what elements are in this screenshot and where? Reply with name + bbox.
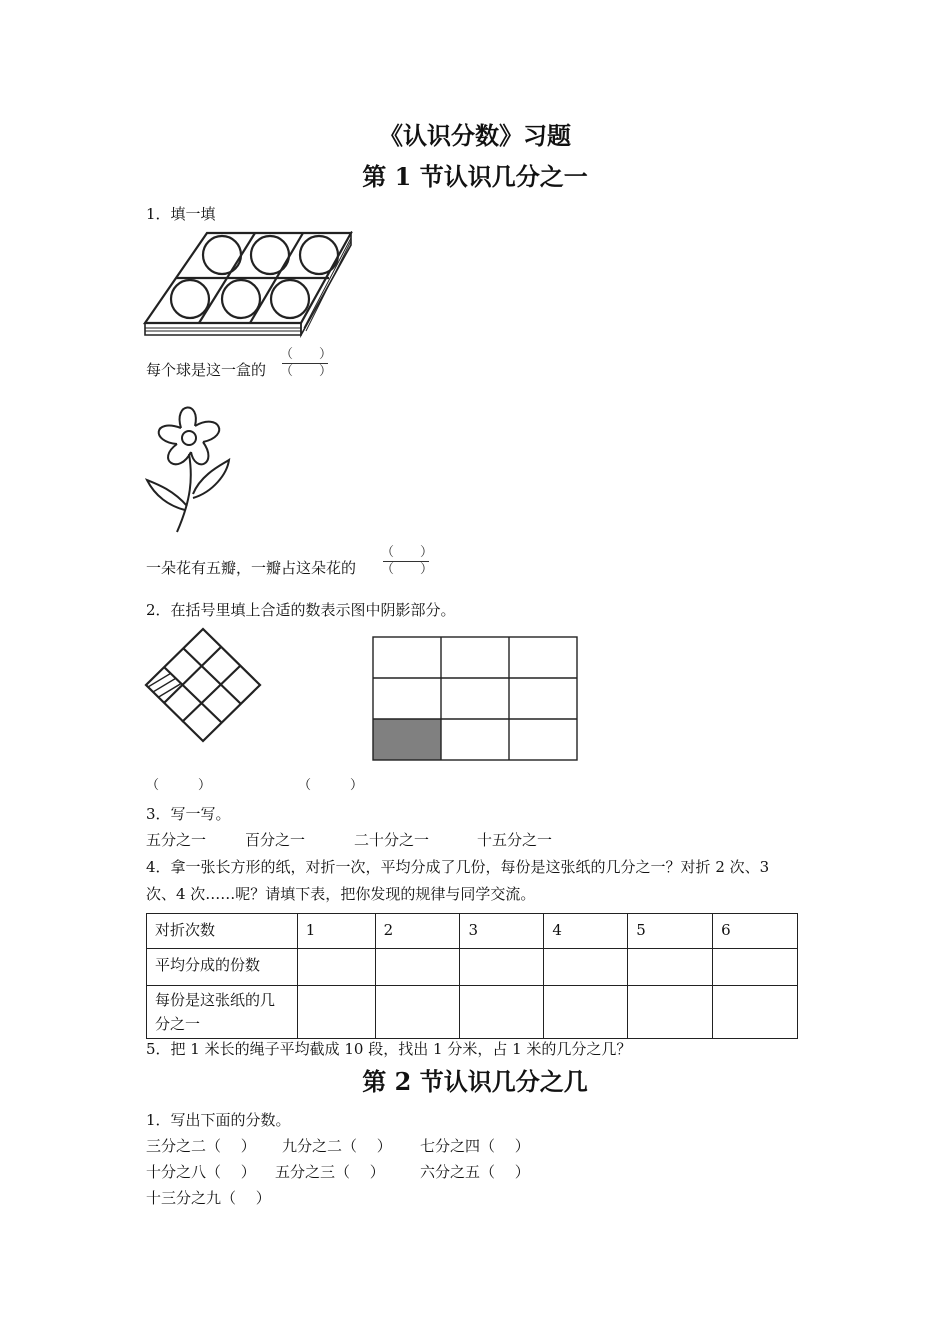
s1-q3-label: 3．写一写。 xyxy=(146,805,231,823)
ball-box-illustration xyxy=(143,231,355,339)
table-row xyxy=(147,914,798,949)
write-item: 十五分之一 xyxy=(477,831,553,849)
answer-cell[interactable] xyxy=(297,986,375,1039)
table-row xyxy=(147,986,798,1039)
answer-cell[interactable] xyxy=(460,986,544,1039)
answer-cell[interactable] xyxy=(713,986,798,1039)
s1-q2-label: 2．在括号里填上合适的数表示图中阴影部分。 xyxy=(146,601,456,619)
fraction-item: 五分之三（ ） xyxy=(275,1163,385,1181)
answer-cell[interactable] xyxy=(544,949,628,986)
fraction-item: 十分之八（ ） xyxy=(146,1163,256,1181)
row-header: 平均分成的份数 xyxy=(147,949,298,986)
answer-cell[interactable] xyxy=(297,949,375,986)
fold-count-cell: 1 xyxy=(297,914,375,949)
shaded-grid-illustration xyxy=(372,636,579,762)
fraction-item: 六分之五（ ） xyxy=(420,1163,530,1181)
shaded-cell xyxy=(373,719,441,760)
row-header: 对折次数 xyxy=(147,914,298,949)
s1-q4-line1: 4．拿一张长方形的纸，对折一次，平均分成了几份，每份是这张纸的几分之一？对折 2 次、3 xyxy=(146,858,770,876)
row-header: 每份是这张纸的几分之一 xyxy=(147,986,298,1039)
fraction-numerator: （ ） xyxy=(381,545,434,560)
s1-q4-line2: 次、4 次……呢？请填下表，把你发现的规律与同学交流。 xyxy=(146,885,536,903)
s1-q5-label: 5．把 1 米长的绳子平均截成 10 段，找出 1 分米，占 1 米的几分之几？ xyxy=(146,1040,632,1058)
fraction-denominator: （ ） xyxy=(381,562,434,577)
answer-cell[interactable] xyxy=(713,949,798,986)
flower-fraction-blank[interactable] xyxy=(381,545,434,578)
fold-count-cell: 6 xyxy=(713,914,798,949)
fold-count-cell: 5 xyxy=(628,914,713,949)
answer-cell[interactable] xyxy=(375,986,460,1039)
fold-count-cell: 3 xyxy=(460,914,544,949)
fraction-item: 九分之二（ ） xyxy=(282,1137,392,1155)
fold-count-cell: 4 xyxy=(544,914,628,949)
document-title: 《认识分数》习题 xyxy=(379,121,571,150)
diamond-grid-illustration xyxy=(143,626,263,744)
write-item: 百分之一 xyxy=(245,831,306,849)
fraction-denominator: （ ） xyxy=(280,364,333,379)
answer-blank-right[interactable]: （ ） xyxy=(298,778,364,793)
answer-cell[interactable] xyxy=(375,949,460,986)
write-item: 五分之一 xyxy=(146,831,207,849)
answer-cell[interactable] xyxy=(544,986,628,1039)
s2-q1-label: 1．写出下面的分数。 xyxy=(146,1111,291,1129)
flower-question: 一朵花有五瓣，一瓣占这朵花的 xyxy=(146,559,357,577)
balls-question: 每个球是这一盒的 xyxy=(146,361,267,379)
table-row xyxy=(147,949,798,986)
answer-cell[interactable] xyxy=(628,986,713,1039)
folding-table xyxy=(146,913,798,1039)
s1-q1-label: 1．填一填 xyxy=(146,205,216,223)
write-item: 二十分之一 xyxy=(354,831,430,849)
fraction-item: 七分之四（ ） xyxy=(420,1137,530,1155)
fraction-numerator: （ ） xyxy=(280,347,333,362)
answer-blank-left[interactable]: （ ） xyxy=(146,778,212,793)
flower-illustration xyxy=(143,398,235,536)
answer-cell[interactable] xyxy=(460,949,544,986)
section2-title: 第 2 节认识几分之几 xyxy=(362,1067,588,1096)
balls-fraction-blank[interactable] xyxy=(280,347,333,380)
fraction-item: 十三分之九（ ） xyxy=(146,1189,271,1207)
answer-cell[interactable] xyxy=(628,949,713,986)
fraction-item: 三分之二（ ） xyxy=(146,1137,256,1155)
fold-count-cell: 2 xyxy=(375,914,460,949)
section1-title: 第 1 节认识几分之一 xyxy=(362,162,588,191)
